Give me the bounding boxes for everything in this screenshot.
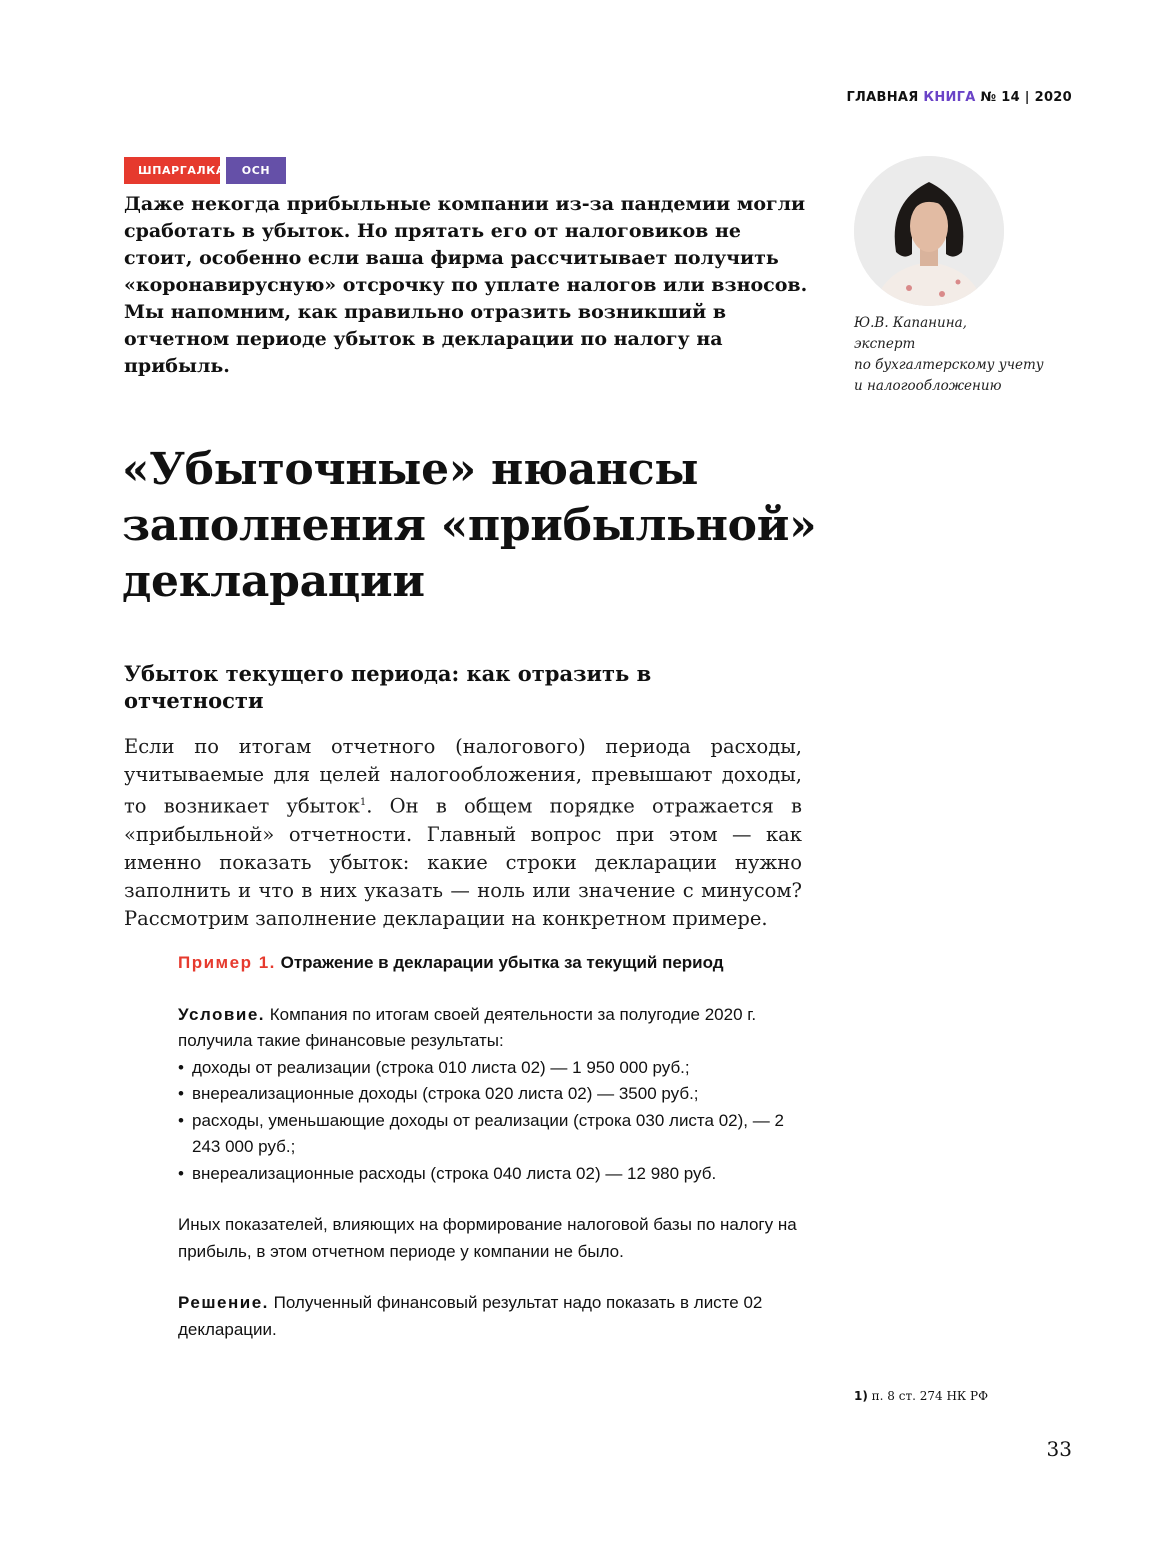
article-title: «Убыточные» нюансы заполнения «прибыльной» декларации — [122, 444, 817, 607]
masthead-brand-part2: КНИГА — [923, 90, 976, 105]
author-role-line3: и налогообложению — [854, 378, 1002, 394]
body-part1: Если по итогам отчетного (налогового) периода расходы, учитываемые для целей налогообложения, превышают доходы, то возникает убыток — [124, 735, 802, 818]
author-photo — [854, 156, 1004, 306]
author-role-line2: по бухгалтерскому учету — [854, 357, 1044, 373]
list-item: • доходы от реализации (строка 010 листа 02) — 1 950 000 руб.; — [178, 1055, 798, 1082]
rubric-tag: ШПАРГАЛКА — [124, 157, 220, 184]
author-name: Ю.В. Капанина, — [854, 315, 967, 331]
list-item: • расходы, уменьшающие доходы от реализации (строка 030 листа 02), — 2 243 000 руб.; — [178, 1108, 798, 1161]
results-list — [178, 1055, 798, 1188]
masthead-issue: № 14 — [980, 90, 1020, 105]
masthead-year: 2020 — [1034, 90, 1072, 105]
lead-paragraph: Даже некогда прибыльные компании из-за пандемии могли сработать в убыток. Но прятать его от налоговиков не стоит, особенно если ваша фирма рассчитывает получить «коронавирусную» отсрочку по уплате налогов или взносов. Мы напомним, как правильно отразить возникший в отчетном периоде убыток в декларации по налогу на прибыль. — [124, 193, 808, 377]
body-part2: . Он в общем порядке отражается в «прибыльной» отчетности. Главный вопрос при этом — как именно показать убыток: какие строки декларации нужно заполнить и что в них указать — ноль или значение с минусом? Рассмотрим заполнение декларации на конкретном примере. — [124, 794, 802, 930]
solution-text: Полученный финансовый результат надо показать в листе 02 декларации. — [178, 1293, 763, 1339]
masthead — [846, 90, 1072, 105]
condition-text: Компания по итогам своей деятельности за полугодие 2020 г. получила такие финансовые результаты: — [178, 1004, 757, 1050]
author-portrait-icon — [854, 156, 1004, 306]
example-note — [178, 1212, 798, 1265]
note-text: Иных показателей, влияющих на формирование налоговой базы по налогу на прибыль, в этом отчетном периоде у компании не было. — [178, 1215, 797, 1261]
example-label: Пример 1. — [178, 953, 276, 972]
list-item: • внереализационные расходы (строка 040 листа 02) — 12 980 руб. — [178, 1161, 798, 1188]
example-solution — [178, 1290, 798, 1343]
footnote — [854, 1389, 988, 1403]
footnote-text: п. 8 ст. 274 НК РФ — [871, 1389, 989, 1403]
masthead-separator: | — [1024, 90, 1030, 105]
author-role-line1: эксперт — [854, 336, 916, 352]
footnote-reference[interactable]: 1 — [359, 797, 367, 808]
section-tag: ОСН — [226, 157, 286, 184]
footnote-number: 1) — [854, 1389, 868, 1403]
masthead-brand-part1: ГЛАВНАЯ — [846, 90, 919, 105]
solution-paragraph — [178, 1290, 798, 1343]
example-condition — [178, 1002, 798, 1188]
list-item: • внереализационные доходы (строка 020 листа 02) — 3500 руб.; — [178, 1081, 798, 1108]
author-caption — [854, 313, 1074, 397]
body-paragraph — [124, 733, 802, 933]
example-heading — [178, 950, 798, 977]
page-number: 33 — [1046, 1437, 1072, 1461]
solution-label: Решение. — [178, 1293, 269, 1312]
condition-paragraph — [178, 1002, 798, 1055]
example-box — [178, 950, 798, 1343]
condition-label: Условие. — [178, 1004, 265, 1024]
rubric-tags — [124, 157, 286, 184]
section-heading: Убыток текущего периода: как отразить в отчетности — [124, 661, 652, 713]
example-title: Отражение в декларации убытка за текущий период — [280, 953, 724, 972]
